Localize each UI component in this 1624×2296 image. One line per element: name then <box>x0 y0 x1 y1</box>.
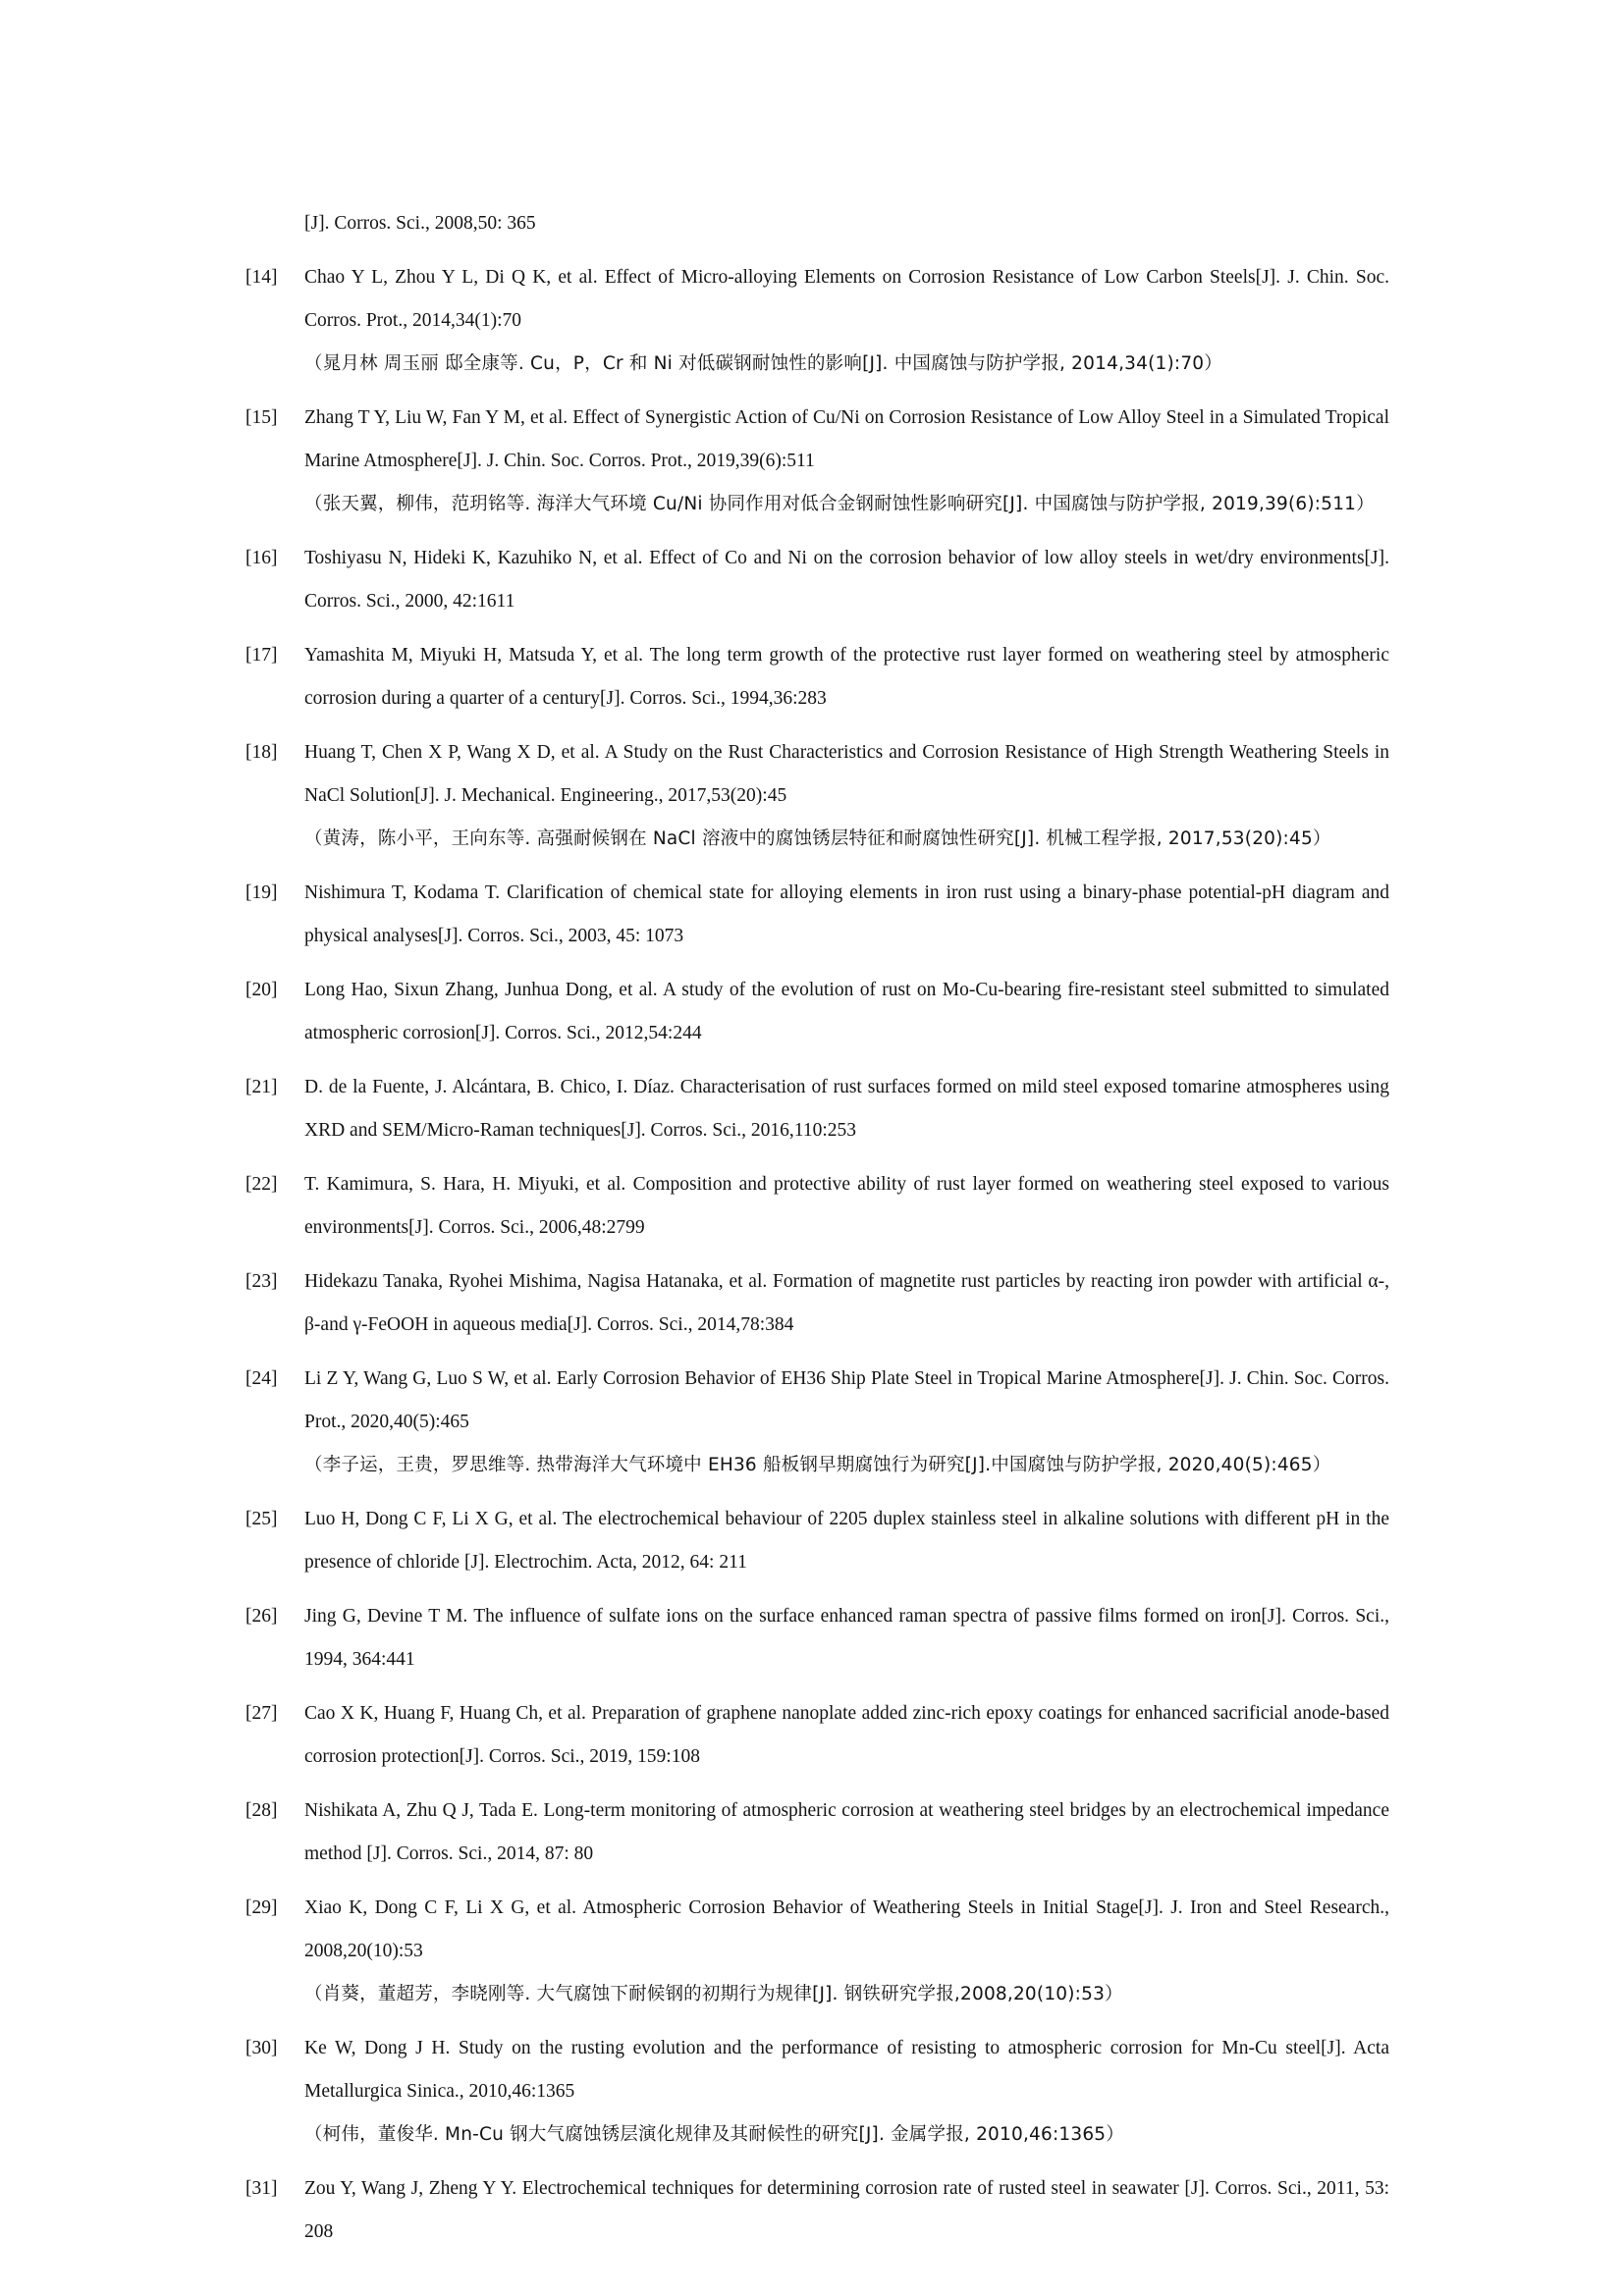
reference-text: Yamashita M, Miyuki H, Matsuda Y, et al. The long term growth of the protective rust layer formed on weathering steel by atmospheric corrosion during a quarter of a century[J]. Corros. Sci., 1994,36:283 <box>304 645 1389 709</box>
reference-text: Ke W, Dong J H. Study on the rusting evolution and the performance of resisting to atmospheric corrosion for Mn-Cu steel[J]. Acta Metallurgica Sinica., 2010,46:1365 <box>304 2038 1389 2102</box>
reference-number: [16] <box>245 548 278 568</box>
reference-item <box>245 1498 1389 1584</box>
reference-number: [31] <box>245 2178 278 2199</box>
reference-text: Nishikata A, Zhu Q J, Tada E. Long-term monitoring of atmospheric corrosion at weathering steel bridges by an electrochemical impedance method [J]. Corros. Sci., 2014, 87: 80 <box>304 1800 1389 1864</box>
reference-text: Xiao K, Dong C F, Li X G, et al. Atmospheric Corrosion Behavior of Weathering Steels in Initial Stage[J]. J. Iron and Steel Research., 2008,20(10):53 <box>304 1897 1389 1961</box>
reference-number: [22] <box>245 1174 278 1195</box>
reference-item <box>245 1163 1389 1250</box>
reference-chinese-text: （晁月林 周玉丽 邸全康等. Cu，P，Cr 和 Ni 对低碳钢耐蚀性的影响[J]. 中国腐蚀与防护学报, 2014,34(1):70） <box>304 353 1222 374</box>
reference-item <box>245 537 1389 623</box>
reference-item <box>245 1789 1389 1876</box>
reference-number: [14] <box>245 267 278 288</box>
reference-number: [26] <box>245 1606 278 1627</box>
reference-number: [30] <box>245 2038 278 2058</box>
reference-text: Zou Y, Wang J, Zheng Y Y. Electrochemical techniques for determining corrosion rate of rusted steel in seawater [J]. Corros. Sci., 2011, 53: 208 <box>304 2178 1389 2242</box>
reference-item <box>245 634 1389 721</box>
reference-item <box>245 397 1389 526</box>
reference-text: Zhang T Y, Liu W, Fan Y M, et al. Effect of Synergistic Action of Cu/Ni on Corrosion Resistance of Low Alloy Steel in a Simulated Tropical Marine Atmosphere[J]. J. Chin. Soc. Corros. Prot., 2019,39(6):511 <box>304 407 1389 471</box>
reference-text: Luo H, Dong C F, Li X G, et al. The electrochemical behaviour of 2205 duplex stainless steel in alkaline solutions with different pH in the presence of chloride [J]. Electrochim. Acta, 2012, 64: 211 <box>304 1509 1389 1573</box>
reference-number: [20] <box>245 980 278 1000</box>
reference-number: [17] <box>245 645 278 666</box>
reference-number: [19] <box>245 882 278 903</box>
reference-item <box>245 1066 1389 1152</box>
reference-chinese-text: （李子运，王贵，罗思维等. 热带海洋大气环境中 EH36 船板钢早期腐蚀行为研究[J].中国腐蚀与防护学报, 2020,40(5):465） <box>304 1455 1331 1475</box>
reference-item <box>245 2027 1389 2157</box>
reference-text: Toshiyasu N, Hideki K, Kazuhiko N, et al. Effect of Co and Ni on the corrosion behavior of low alloy steels in wet/dry environments[J]. Corros. Sci., 2000, 42:1611 <box>304 548 1389 612</box>
reference-number: [25] <box>245 1509 278 1529</box>
reference-number: [15] <box>245 407 278 428</box>
reference-text: T. Kamimura, S. Hara, H. Miyuki, et al. Composition and protective ability of rust layer formed on weathering steel exposed to various environments[J]. Corros. Sci., 2006,48:2799 <box>304 1174 1389 1238</box>
reference-number: [27] <box>245 1703 278 1724</box>
reference-text: Cao X K, Huang F, Huang Ch, et al. Preparation of graphene nanoplate added zinc-rich epoxy coatings for enhanced sacrificial anode-based corrosion protection[J]. Corros. Sci., 2019, 159:108 <box>304 1703 1389 1767</box>
reference-item <box>245 731 1389 861</box>
reference-number: [29] <box>245 1897 278 1918</box>
reference-item <box>245 1692 1389 1779</box>
reference-text: Huang T, Chen X P, Wang X D, et al. A Study on the Rust Characteristics and Corrosion Resistance of High Strength Weathering Steels in NaCl Solution[J]. J. Mechanical. Engineering., 2017,53(20):45 <box>304 742 1389 806</box>
reference-number: [24] <box>245 1368 278 1389</box>
reference-text: Hidekazu Tanaka, Ryohei Mishima, Nagisa Hatanaka, et al. Formation of magnetite rust particles by reacting iron powder with artificial α-, β-and γ-FeOOH in aqueous media[J]. Corros. Sci., 2014,78:384 <box>304 1271 1389 1335</box>
reference-text: D. de la Fuente, J. Alcántara, B. Chico, I. Díaz. Characterisation of rust surfaces formed on mild steel exposed tomarine atmospheres using XRD and SEM/Micro-Raman techniques[J]. Corros. Sci., 2016,110:253 <box>304 1077 1389 1141</box>
reference-item <box>245 2167 1389 2254</box>
reference-item <box>245 1358 1389 1487</box>
reference-item <box>245 872 1389 958</box>
reference-chinese-text: （柯伟，董俊华. Mn-Cu 钢大气腐蚀锈层演化规律及其耐候性的研究[J]. 金属学报, 2010,46:1365） <box>304 2124 1124 2145</box>
reference-number: [23] <box>245 1271 278 1292</box>
reference-text: Li Z Y, Wang G, Luo S W, et al. Early Corrosion Behavior of EH36 Ship Plate Steel in Tropical Marine Atmosphere[J]. J. Chin. Soc. Corros. Prot., 2020,40(5):465 <box>304 1368 1389 1432</box>
reference-chinese-text: （肖葵，董超芳，李晓刚等. 大气腐蚀下耐候钢的初期行为规律[J]. 钢铁研究学报,2008,20(10):53） <box>304 1984 1123 2004</box>
reference-chinese-text: （张天翼，柳伟，范玥铭等. 海洋大气环境 Cu/Ni 协同作用对低合金钢耐蚀性影响研究[J]. 中国腐蚀与防护学报, 2019,39(6):511） <box>304 494 1375 514</box>
reference-text: Long Hao, Sixun Zhang, Junhua Dong, et al. A study of the evolution of rust on Mo-Cu-bearing fire-resistant steel submitted to simulated atmospheric corrosion[J]. Corros. Sci., 2012,54:244 <box>304 980 1389 1043</box>
reference-text: Chao Y L, Zhou Y L, Di Q K, et al. Effect of Micro-alloying Elements on Corrosion Resistance of Low Carbon Steels[J]. J. Chin. Soc. Corros. Prot., 2014,34(1):70 <box>304 267 1389 331</box>
reference-continuation-text: [J]. Corros. Sci., 2008,50: 365 <box>304 213 536 234</box>
reference-number: [21] <box>245 1077 278 1097</box>
reference-entries <box>245 256 1389 2254</box>
reference-list <box>245 202 1389 2265</box>
reference-item <box>245 1260 1389 1347</box>
reference-item <box>245 1595 1389 1682</box>
reference-text: Jing G, Devine T M. The influence of sulfate ions on the surface enhanced raman spectra of passive films formed on iron[J]. Corros. Sci., 1994, 364:441 <box>304 1606 1389 1670</box>
reference-item <box>245 1887 1389 2016</box>
reference-chinese-text: （黄涛，陈小平，王向东等. 高强耐候钢在 NaCl 溶液中的腐蚀锈层特征和耐腐蚀性研究[J]. 机械工程学报, 2017,53(20):45） <box>304 828 1331 849</box>
reference-continuation <box>245 202 1389 245</box>
reference-text: Nishimura T, Kodama T. Clarification of chemical state for alloying elements in iron rust using a binary-phase potential-pH diagram and physical analyses[J]. Corros. Sci., 2003, 45: 1073 <box>304 882 1389 946</box>
reference-item <box>245 256 1389 386</box>
reference-number: [18] <box>245 742 278 763</box>
reference-item <box>245 969 1389 1055</box>
reference-number: [28] <box>245 1800 278 1821</box>
